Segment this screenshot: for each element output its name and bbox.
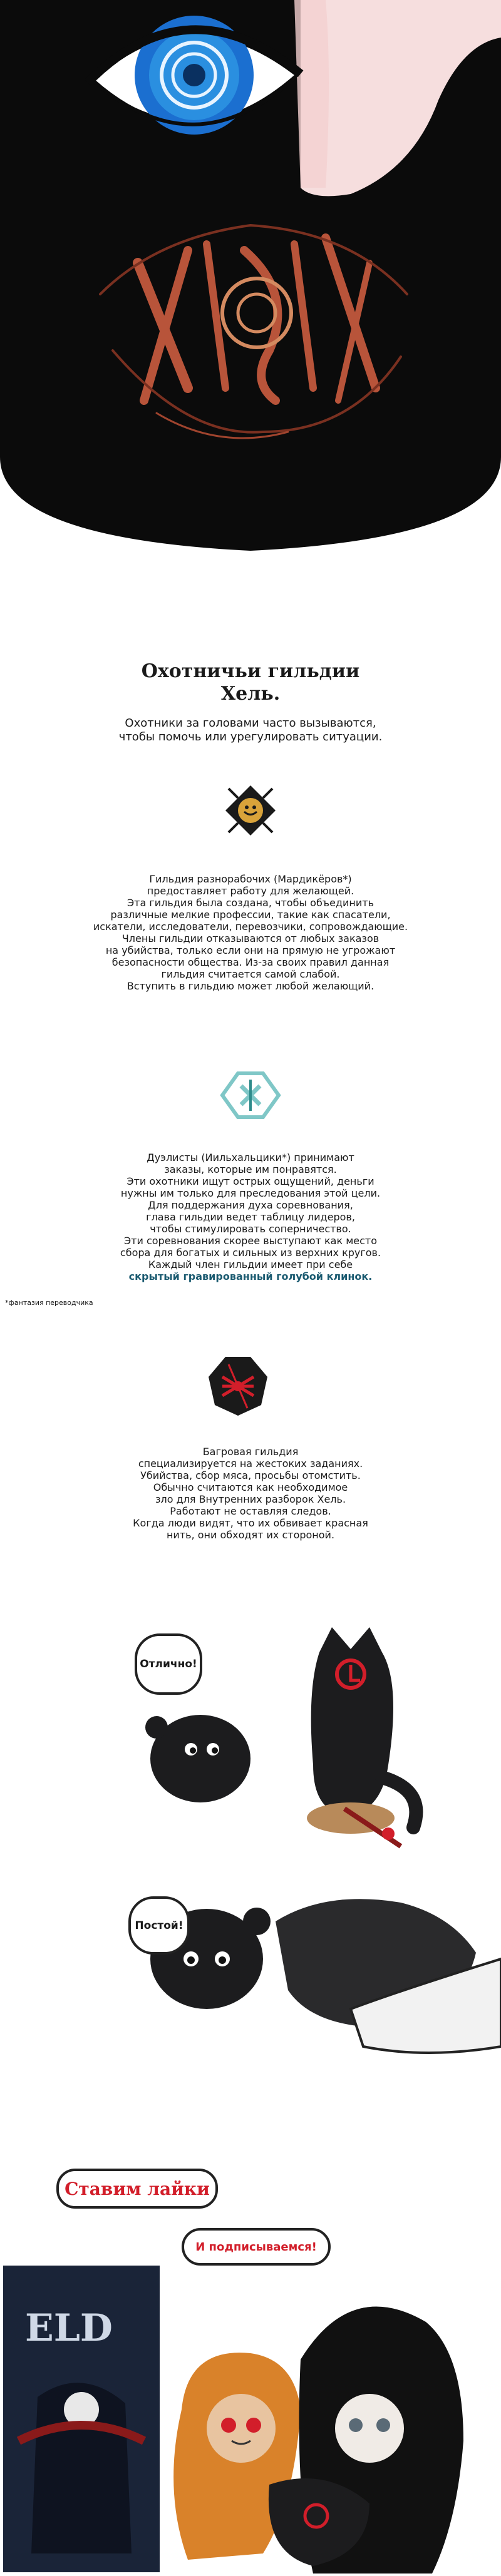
intro-subtitle [0, 717, 501, 744]
guild1-line: предоставляет работу для желающей. [147, 885, 354, 897]
guild1-line: безопасности общества. Из-за своих правил данная [111, 956, 390, 968]
guild3-line: Когда люди видят, что их обвивает красная [133, 1517, 368, 1529]
translator-footnote: *фантазия переводчика [5, 1299, 93, 1307]
bubble-text: Отлично! [140, 1658, 197, 1670]
guild1-line: гильдия считается самой слабой. [161, 968, 340, 980]
guild2-line: скрытый гравированный голубой клинок. [128, 1270, 373, 1282]
guild3-line: зло для Внутренних разборок Хель. [155, 1493, 346, 1505]
laborers-guild-emblem-icon [222, 782, 279, 839]
guild2-line: Эти соревнования скорее выступают как место [123, 1235, 378, 1247]
guild2-line: Эти охотники ищут острых ощущений, деньги [127, 1175, 374, 1187]
guild1-line: искатели, исследователи, перевозчики, сопровождающие. [93, 921, 408, 933]
svg-text:ELD: ELD [25, 2306, 113, 2350]
guild1-line: Вступить в гильдию может любой желающий. [127, 980, 374, 992]
bubble-text: Постой! [135, 1919, 183, 1932]
round-creature-icon [145, 1715, 250, 1802]
comic-panel-1 [0, 1602, 501, 1865]
guild2-line: заказы, которые им понравятся. [164, 1163, 337, 1175]
duelists-guild-text [0, 1152, 501, 1282]
crimson-guild-text [0, 1446, 501, 1541]
comic-panel-2 [0, 1865, 501, 2103]
guild1-line: различные мелкие профессии, такие как спасатели, [110, 909, 391, 921]
title-line-1: Охотничьи гильдии [141, 660, 360, 682]
likes-text: Ставим лайки [65, 2178, 210, 2199]
subtitle-line-1: Охотники за головами часто вызываются, [125, 717, 376, 730]
guild3-line: Убийства, сбор мяса, просьбы отомстить. [140, 1469, 361, 1481]
guild1-line: Гильдия разнорабочих (Мардикёров*) [149, 873, 352, 885]
guild2-line: сбора для богатых и сильных из верхних кругов. [120, 1247, 381, 1259]
guild3-line: специализируется на жестоких заданиях. [138, 1458, 363, 1469]
guild2-line: Каждый член гильдии имеет при себе [148, 1259, 353, 1270]
speech-bubble-excellent [135, 1633, 202, 1695]
laborers-guild-text [0, 873, 501, 992]
guild1-line: на убийства, только если они на прямую не угрожают [105, 944, 396, 956]
guild2-line: Для поддержания духа соревнования, [148, 1199, 353, 1211]
guild3-line: Работают не оставляя следов. [170, 1505, 331, 1517]
guild2-line: чтобы стимулировать соперничество. [150, 1223, 351, 1235]
page-title [0, 660, 501, 705]
black-cat-icon [311, 1627, 416, 1827]
guild2-line: Дуэлисты (Иильхальцики*) принимают [147, 1152, 354, 1163]
crimson-guild-emblem-icon [204, 1352, 272, 1421]
guild1-line: Члены гильдии отказываются от любых заказов [121, 933, 380, 944]
promo-panel [0, 2115, 501, 2573]
guild1-line: Эта гильдия была создана, чтобы объединить [127, 897, 374, 909]
guild2-line: нужны им только для преследования этой цели. [120, 1187, 381, 1199]
guild3-line: Обычно считаются как необходимое [153, 1481, 348, 1493]
duelists-guild-emblem-icon [219, 1070, 282, 1120]
subscribe-label [182, 2228, 331, 2266]
guild3-line: Багровая гильдия [202, 1446, 299, 1458]
subtitle-line-2: чтобы помочь или урегулировать ситуации. [118, 730, 383, 744]
subscribe-text: И подписываемся! [195, 2240, 317, 2254]
speech-bubble-wait [128, 1896, 190, 1955]
top-illustration [0, 0, 501, 626]
likes-label [56, 2169, 218, 2209]
title-line-2: Хель. [220, 683, 281, 705]
guild2-line: глава гильдии ведет таблицу лидеров, [146, 1211, 355, 1223]
guild3-line: нить, они обходят их стороной. [166, 1529, 335, 1541]
